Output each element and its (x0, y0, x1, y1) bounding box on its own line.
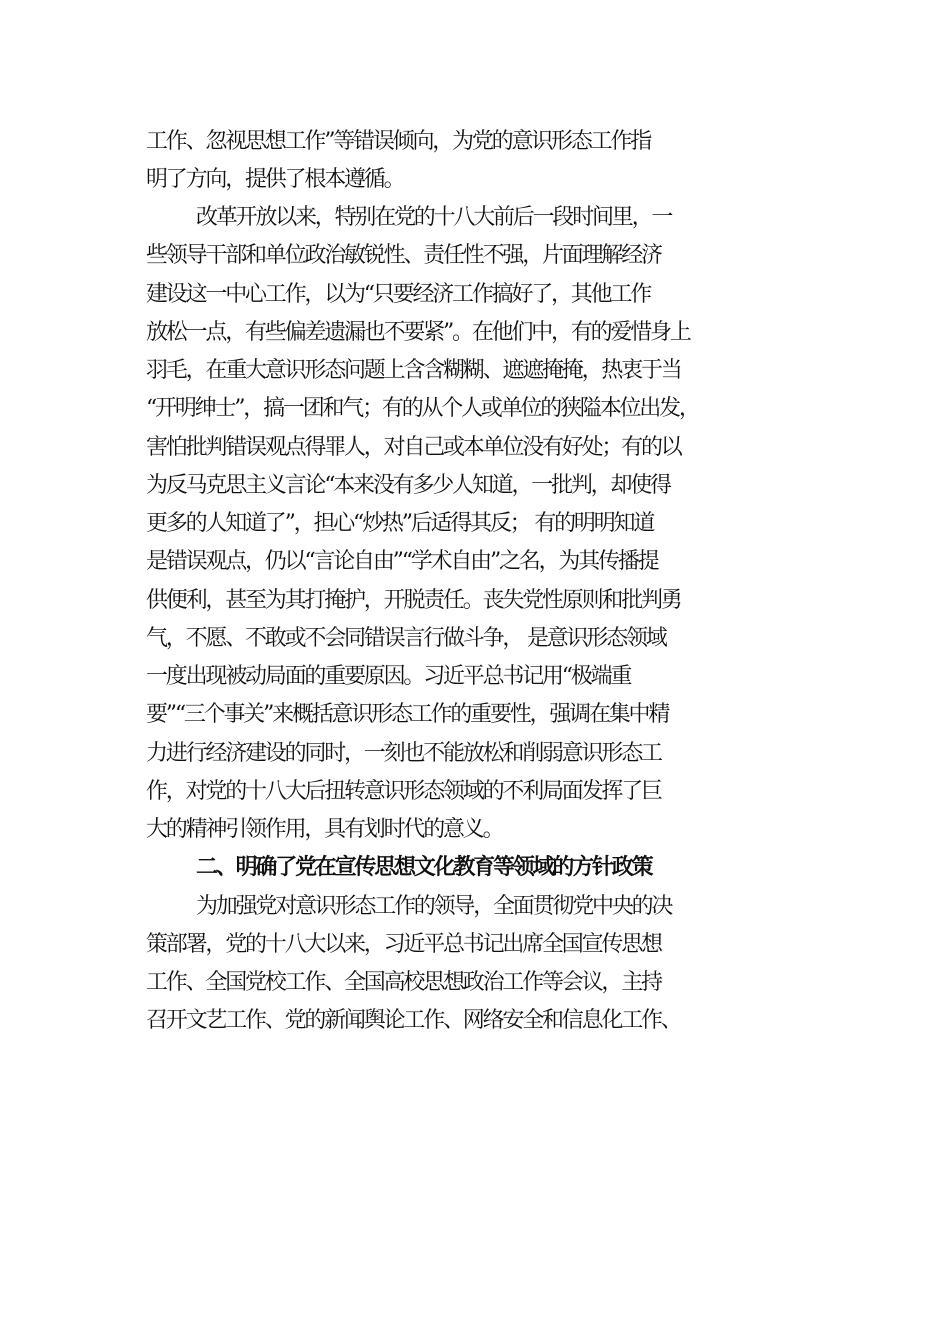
text-line: 些领导干部和单位政治敏锐性、责任性不强，片面理解经济 (146, 243, 661, 268)
text-line: 要”“三个事关”来概括意识形态工作的重要性，强调在集中精 (146, 702, 669, 727)
text-line: 工作、全国党校工作、全国高校思想政治工作等会议，主持 (146, 970, 661, 995)
text-line: 大的精神引领作用，具有划时代的意义。 (146, 817, 503, 842)
text-line: 为反马克思主义言论“本来没有多少人知道，一批判，却使得 (146, 473, 670, 498)
text-line: 工作、忽视思想工作”等错误倾向，为党的意识形态工作指 (146, 129, 651, 154)
text-line: “开明绅士”，搞一团和气；有的从个人或单位的狭隘本位出发， (146, 396, 699, 421)
section-heading: 二、明确了党在宣传思想文化教育等领域的方针政策 (196, 855, 652, 880)
text-line: 作，对党的十八大后扭转意识形态领域的不利局面发挥了巨 (146, 779, 661, 804)
text-line: 明了方向，提供了根本遵循。 (146, 167, 404, 192)
text-line: 策部署，党的十八大以来，习近平总书记出席全国宣传思想 (146, 932, 661, 957)
text-line: 召开文艺工作、党的新闻舆论工作、网络安全和信息化工作、 (146, 1008, 681, 1033)
text-line: 气，不愿、不敢或不会同错误言行做斗争， 是意识形态领域 (146, 626, 666, 651)
text-line: 建设这一中心工作，以为“只要经济工作搞好了，其他工作 (146, 282, 651, 307)
text-line: 一度出现被动局面的重要原因。习近平总书记用“极端重 (146, 664, 631, 689)
text-line: 是错误观点，仍以“言论自由”“学术自由”之名，为其传播提 (146, 549, 658, 574)
text-line: 供便利，甚至为其打掩护，开脱责任。丧失党性原则和批判勇 (146, 588, 681, 613)
text-line: 放松一点，有些偏差遗漏也不要紧”。在他们中，有的爱惜身上 (146, 320, 690, 345)
text-line: 害怕批判错误观点得罪人，对自己或本单位没有好处；有的以 (146, 435, 681, 460)
paragraph-start-line: 为加强党对意识形态工作的领导，全面贯彻党中央的决 (196, 894, 672, 919)
text-line: 羽毛，在重大意识形态问题上含含糊糊、遮遮掩掩，热衷于当 (146, 358, 681, 383)
paragraph-start-line: 改革开放以来，特别在党的十八大前后一段时间里，一 (196, 205, 672, 230)
text-line: 力进行经济建设的同时，一刻也不能放松和削弱意识形态工 (146, 741, 661, 766)
text-line: 更多的人知道了”，担心“炒热”后适得其反； 有的明明知道 (146, 511, 654, 536)
